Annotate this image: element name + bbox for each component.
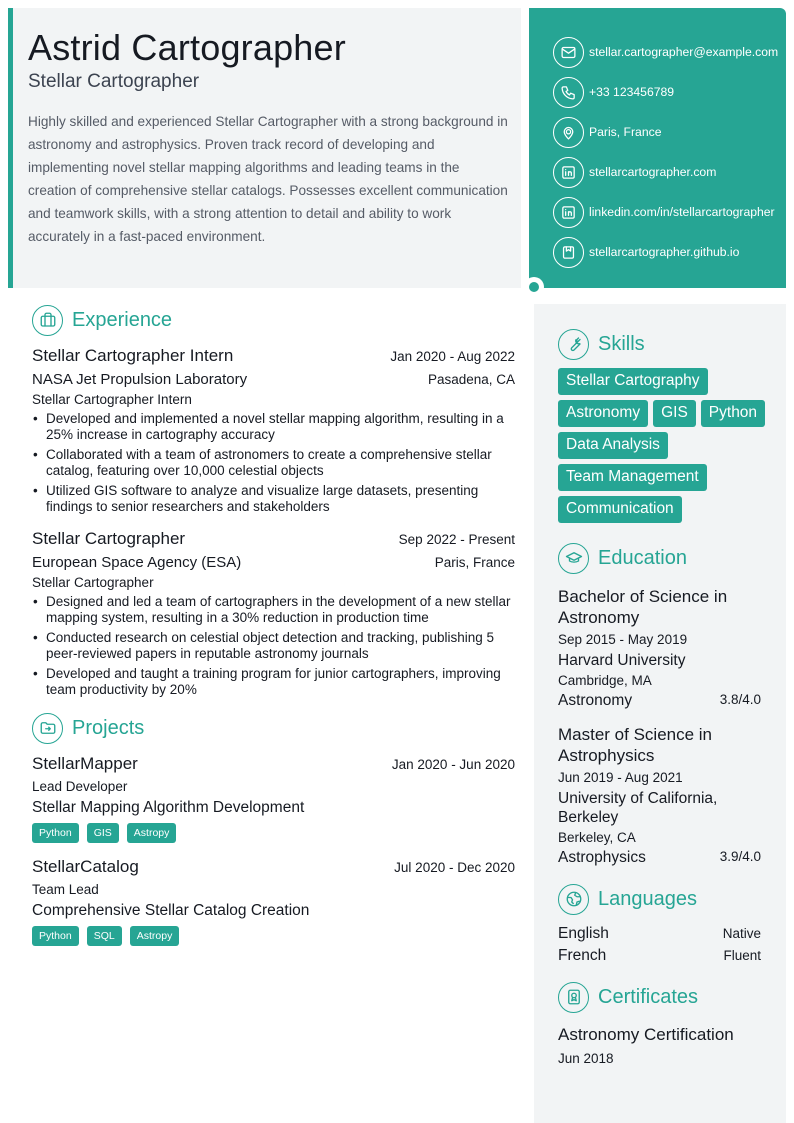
summary-text: Highly skilled and experienced Stellar Cartographer with a strong background in astronomy and astrophysics. Proven track record of developing and implementing novel stellar mapping algorithms and leading teams in the creation of comprehensive stellar catalogs. Possesses excellent communication and teamwork skills, with a strong attention to detail and ability to work accurately in a fast-paced environment. — [28, 114, 508, 244]
contact-location-text: Paris, France — [589, 125, 662, 139]
project-dates: Jan 2020 - Jun 2020 — [391, 757, 515, 772]
project-tag: SQL — [87, 926, 122, 946]
job-subtitle: Stellar Cartographer — [32, 575, 154, 590]
job-bullet: • Developed and implemented a novel stellar mapping algorithm, resulting in a 25% increase in cartography accuracy — [32, 411, 515, 443]
school: University of California, Berkeley — [558, 790, 718, 826]
main-column — [32, 304, 515, 946]
gpa: 3.9/4.0 — [719, 849, 761, 864]
language-level: Fluent — [723, 948, 761, 963]
job-location: Paris, France — [434, 555, 515, 570]
job-dates: Sep 2022 - Present — [398, 532, 515, 547]
certificate-date: Jun 2018 — [558, 1051, 614, 1066]
languages-section-header — [558, 883, 762, 915]
gpa: 3.8/4.0 — [719, 692, 761, 707]
degree: Master of Science in Astrophysics — [558, 725, 713, 765]
project-tag: Python — [32, 926, 79, 946]
project-dates: Jul 2020 - Dec 2020 — [394, 860, 515, 875]
skills-heading: Skills — [598, 332, 645, 355]
language-level: Native — [722, 926, 761, 941]
job-role: Stellar Cartographer Intern — [32, 346, 234, 365]
skills-list — [558, 368, 768, 523]
education-section-header — [558, 542, 762, 574]
skill-tag: Communication — [558, 496, 682, 523]
skill-tag: Astronomy — [558, 400, 648, 427]
experience-entry — [32, 529, 515, 698]
project-entry — [32, 857, 515, 946]
experience-heading: Experience — [72, 308, 173, 331]
skill-tag: Stellar Cartography — [558, 368, 708, 395]
project-tag: GIS — [87, 823, 119, 843]
candidate-title: Stellar Cartographer — [28, 71, 200, 92]
skill-tag: GIS — [653, 400, 696, 427]
sidebar — [534, 304, 786, 1123]
job-role: Stellar Cartographer — [32, 529, 186, 548]
contact-website-text: stellarcartographer.com — [589, 165, 717, 179]
wrench-icon — [558, 329, 589, 360]
skill-tag: Data Analysis — [558, 432, 668, 459]
school-location: Cambridge, MA — [558, 673, 652, 688]
skills-section-header — [558, 328, 762, 360]
project-role: Lead Developer — [32, 779, 128, 794]
globe-icon — [558, 884, 589, 915]
job-bullet: • Utilized GIS software to analyze and visualize large datasets, presenting findings to senior researchers and stakeholders — [32, 483, 515, 515]
project-description: Stellar Mapping Algorithm Development — [32, 799, 305, 816]
timeline-dot — [524, 277, 544, 297]
contact-portfolio-text: stellarcartographer.github.io — [589, 245, 740, 259]
job-subtitle: Stellar Cartographer Intern — [32, 392, 192, 407]
contact-phone[interactable] — [553, 72, 786, 112]
location-pin-icon — [553, 117, 584, 148]
certificate-name: Astronomy Certification — [558, 1025, 734, 1044]
briefcase-icon — [32, 305, 63, 336]
education-dates: Jun 2019 - Aug 2021 — [558, 770, 683, 785]
project-tags — [32, 926, 515, 946]
project-role: Team Lead — [32, 882, 99, 897]
job-organization: NASA Jet Propulsion Laboratory — [32, 371, 248, 388]
contact-linkedin-text: linkedin.com/in/stellarcartographer — [589, 205, 775, 219]
job-dates: Jan 2020 - Aug 2022 — [390, 349, 515, 364]
school: Harvard University — [558, 652, 686, 669]
experience-section-header — [32, 304, 515, 336]
job-bullet: • Developed and taught a training program for junior cartographers, improving team productivity by 20% — [32, 666, 515, 698]
project-tag: Astropy — [127, 823, 177, 843]
contact-location — [553, 112, 786, 152]
language-name: French — [558, 947, 607, 964]
project-description: Comprehensive Stellar Catalog Creation — [32, 902, 310, 919]
contact-panel — [529, 8, 786, 288]
graduation-cap-icon — [558, 543, 589, 574]
language-row — [558, 947, 762, 965]
job-bullets — [32, 594, 515, 698]
degree: Bachelor of Science in Astronomy — [558, 587, 728, 627]
project-tags — [32, 823, 515, 843]
projects-heading: Projects — [72, 716, 145, 739]
project-tag: Astropy — [130, 926, 180, 946]
project-name: StellarMapper — [32, 754, 138, 773]
contact-linkedin[interactable] — [553, 192, 786, 232]
portfolio-icon — [553, 237, 584, 268]
certificates-heading: Certificates — [598, 985, 699, 1008]
field-of-study: Astronomy — [558, 692, 633, 709]
candidate-name: Astrid Cartographer — [28, 27, 346, 68]
certificate-icon — [558, 982, 589, 1013]
folder-icon — [32, 713, 63, 744]
job-organization: European Space Agency (ESA) — [32, 554, 242, 571]
contact-email-text: stellar.cartographer@example.com — [589, 45, 779, 59]
project-name: StellarCatalog — [32, 857, 139, 876]
job-bullet: • Conducted research on celestial object detection and tracking, publishing 5 peer-reviewed papers in reputable astronomy journals — [32, 630, 515, 662]
language-row — [558, 925, 762, 943]
education-entry — [558, 586, 762, 710]
job-location: Pasadena, CA — [427, 372, 515, 387]
project-tag: Python — [32, 823, 79, 843]
email-icon — [553, 37, 584, 68]
skill-tag: Python — [701, 400, 765, 427]
project-entry — [32, 754, 515, 843]
job-bullet: • Designed and led a team of cartographers in the development of a new stellar mapping system, resulting in a 30% reduction in production time — [32, 594, 515, 626]
contact-portfolio[interactable] — [553, 232, 786, 272]
header-panel — [8, 8, 521, 288]
education-dates: Sep 2015 - May 2019 — [558, 632, 688, 647]
language-name: English — [558, 925, 609, 942]
education-heading: Education — [598, 546, 687, 569]
certificates-section-header — [558, 981, 762, 1013]
languages-list — [558, 925, 762, 965]
phone-icon — [553, 77, 584, 108]
projects-section-header — [32, 712, 515, 744]
education-entry — [558, 724, 762, 867]
school-location: Berkeley, CA — [558, 830, 636, 845]
field-of-study: Astrophysics — [558, 849, 646, 866]
contact-email[interactable] — [553, 32, 786, 72]
job-bullets — [32, 411, 515, 515]
contact-phone-text: +33 123456789 — [589, 85, 675, 99]
linkedin-icon — [553, 157, 584, 188]
contact-website[interactable] — [553, 152, 786, 192]
job-bullet: • Collaborated with a team of astronomers to create a comprehensive stellar catalog, featuring over 10,000 celestial objects — [32, 447, 515, 479]
skill-tag: Team Management — [558, 464, 707, 491]
experience-entry — [32, 346, 515, 515]
languages-heading: Languages — [598, 887, 697, 910]
linkedin-icon — [553, 197, 584, 228]
